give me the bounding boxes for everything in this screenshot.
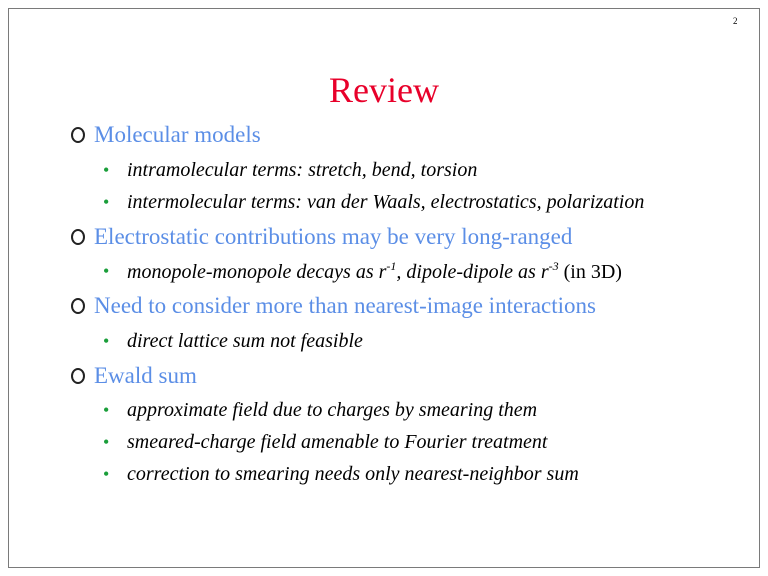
text-part: , dipole-dipole as r: [396, 260, 549, 283]
dot-icon: •: [103, 191, 110, 212]
sub-bullet: [103, 158, 477, 182]
hollow-circle-icon: [71, 229, 85, 245]
sub-bullet: [103, 398, 537, 422]
hollow-circle-icon: [71, 127, 85, 143]
text-part: monopole-monopole decays as r: [127, 260, 387, 283]
sub-bullet-rich-text: [127, 259, 622, 284]
bullet-molecular-models: [71, 120, 261, 150]
bullet-text: Ewald sum: [94, 363, 197, 388]
bullet-text: Electrostatic contributions may be very long-ranged: [94, 224, 573, 249]
hollow-circle-icon: [71, 298, 85, 314]
bullet-text: Need to consider more than nearest-image interactions: [94, 293, 596, 318]
sub-bullet: [103, 259, 622, 283]
dot-icon: •: [103, 159, 110, 180]
superscript: -3: [548, 258, 559, 273]
dot-icon: •: [103, 260, 110, 281]
sub-bullet-text: intermolecular terms: van der Waals, electrostatics, polarization: [127, 190, 645, 213]
sub-bullet: [103, 462, 579, 486]
dot-icon: •: [103, 399, 110, 420]
bullet-electrostatic-contributions: [71, 222, 572, 252]
sub-bullet: [103, 430, 547, 454]
dot-icon: •: [103, 463, 110, 484]
hollow-circle-icon: [71, 368, 85, 384]
sub-bullet: [103, 329, 363, 353]
slide-title: Review: [329, 70, 439, 110]
sub-bullet-text: approximate field due to charges by smearing them: [127, 398, 538, 421]
dot-icon: •: [103, 431, 110, 452]
sub-bullet-text: correction to smearing needs only nearest-neighbor sum: [127, 462, 579, 485]
superscript: -1: [386, 258, 397, 273]
bullet-text: Molecular models: [94, 122, 261, 147]
sub-bullet-text: intramolecular terms: stretch, bend, torsion: [127, 158, 478, 181]
text-part: (in 3D): [558, 260, 622, 283]
dot-icon: •: [103, 330, 110, 351]
sub-bullet-text: direct lattice sum not feasible: [127, 329, 363, 352]
page-number: 2: [733, 16, 738, 26]
bullet-nearest-image: [71, 291, 596, 321]
sub-bullet: [103, 190, 644, 214]
bullet-ewald-sum: [71, 361, 197, 391]
sub-bullet-text: smeared-charge field amenable to Fourier treatment: [127, 430, 548, 453]
